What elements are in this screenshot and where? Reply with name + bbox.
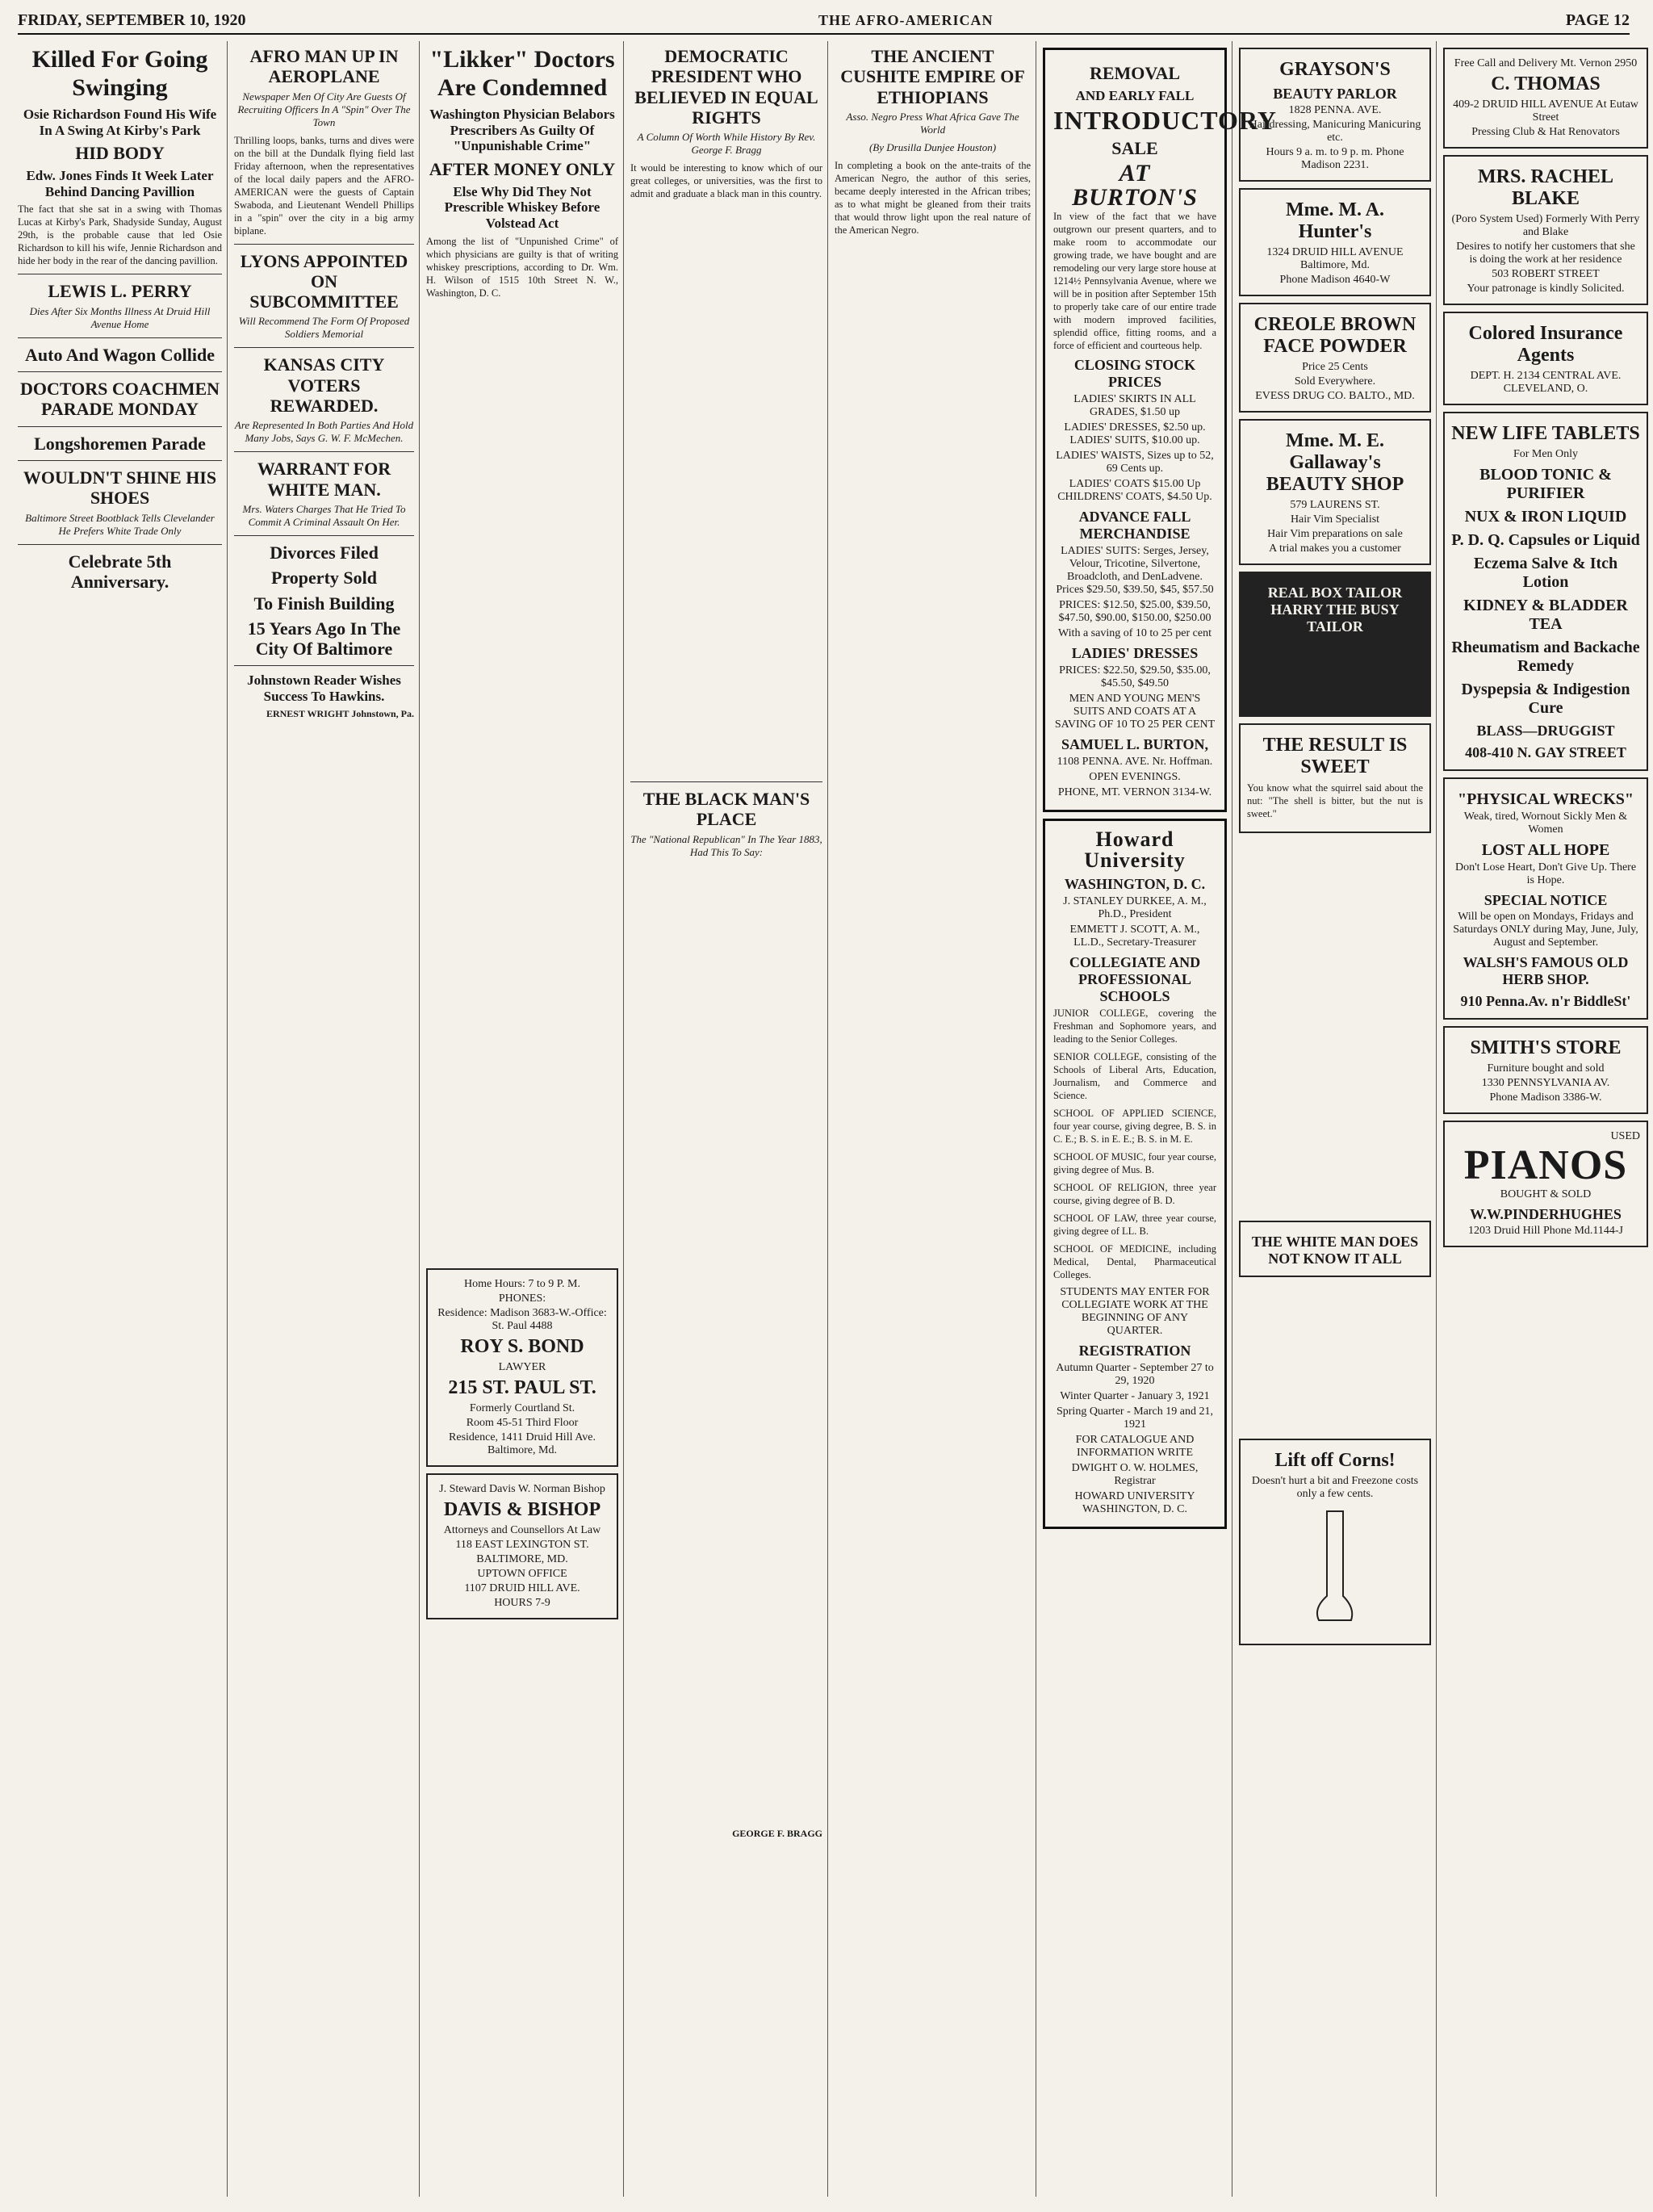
masthead (18, 11, 1630, 35)
headline-longshoremen: Longshoremen Parade (34, 433, 206, 454)
remedy-name: KIDNEY & BLADDER TEA (1463, 597, 1628, 633)
column-4 (630, 41, 828, 2197)
ad-line: FOR CATALOGUE AND INFORMATION WRITE (1075, 1434, 1195, 1460)
divider (18, 460, 222, 461)
headline-property: Property Sold (271, 568, 377, 589)
ad-line: 1203 Druid Hill Phone Md.1144-J (1468, 1225, 1623, 1237)
price-line: LADIES' COATS $15.00 Up CHILDRENS' COATS, $4.50 Up. (1057, 478, 1212, 504)
headline-johnstown: Johnstown Reader Wishes Success To Hawkins. (247, 672, 401, 704)
ad-line: Hair Vim preparations on sale (1267, 528, 1403, 540)
headline-after-money: AFTER MONEY ONLY (429, 158, 616, 179)
ad-line: Free Call and Delivery Mt. Vernon 2950 (1454, 57, 1638, 69)
ad-line: Hairdressing, Manicuring Manicuring etc. (1249, 119, 1421, 144)
ad-howard-university (1043, 819, 1227, 1529)
article-body: The fact that she sat in a swing with Thomas Lucas at Kirby's Park, Shadyside Sunday, August 29th, is the probable cause that led Osie Richardson to kill his wife, Jennie Richardson and hide her body in the rear of the dancing pavillion. (18, 203, 222, 267)
ad-line: Hair Vim Specialist (1290, 513, 1380, 526)
deck: Newspaper Men Of City Are Guests Of Recruiting Officers In A "Spin" Over The Town (237, 90, 411, 128)
ad-subheading: WASHINGTON, D. C. (1064, 876, 1206, 893)
ad-line: Residence: Madison 3683-W.-Office: St. Paul 4488 (437, 1306, 607, 1332)
price-line: PRICES: $22.50, $29.50, $35.00, $45.50, $49.50 (1059, 664, 1211, 690)
ad-heading: SALE (1111, 137, 1158, 158)
headline-warrant: WARRANT FOR WHITE MAN. (257, 459, 391, 500)
ad-line: J. Steward Davis W. Norman Bishop (439, 1482, 605, 1495)
ad-smith-store (1443, 1026, 1648, 1114)
ad-subheading: ADVANCE FALL MERCHANDISE (1078, 509, 1191, 543)
headline-finish-building: To Finish Building (253, 593, 395, 614)
ad-line: HOURS 7-9 (494, 1596, 550, 1609)
ad-heading: NEW LIFE TABLETS (1451, 423, 1640, 444)
page-number: PAGE 12 (1565, 11, 1630, 29)
foot-illustration-icon (1307, 1507, 1363, 1628)
ad-line: Phone Madison 3386-W. (1489, 1091, 1602, 1104)
ad-subheading: BEAUTY PARLOR (1273, 86, 1397, 102)
ad-line: 1107 DRUID HILL AVE. (464, 1581, 580, 1594)
ad-hunter (1239, 188, 1431, 296)
price-line: LADIES' WAISTS, Sizes up to 52, 69 Cents up. (1056, 450, 1214, 475)
ad-heading: Colored Insurance Agents (1468, 323, 1623, 366)
paper-name: THE AFRO-AMERICAN (818, 12, 994, 28)
ad-line: PHONES: (498, 1292, 546, 1305)
ad-walsh-herbs (1443, 777, 1648, 1020)
signature: GEORGE F. BRAGG (732, 1827, 822, 1839)
ad-address: 910 Penna.Av. n'r BiddleSt' (1460, 993, 1631, 1009)
ad-line: 118 EAST LEXINGTON ST. (455, 1538, 589, 1551)
ad-line: Furniture bought and sold (1487, 1062, 1605, 1075)
remedy-name: Eczema Salve & Itch Lotion (1473, 555, 1618, 591)
ad-line: (Poro System Used) Formerly With Perry and Blake (1451, 213, 1640, 238)
divider (234, 244, 414, 245)
ad-subheading: CLOSING STOCK PRICES (1073, 357, 1196, 391)
ad-tailor (1239, 572, 1431, 717)
ad-line: SCHOOL OF MEDICINE, including Medical, Dental, Pharmaceutical Colleges. (1053, 1243, 1216, 1281)
ad-line: LAWYER (498, 1360, 546, 1373)
deck: Washington Physician Belabors Prescribers As Guilty Of "Unpunishable Crime" (429, 107, 615, 154)
divider (18, 426, 222, 427)
deck: Mrs. Waters Charges That He Tried To Commit A Criminal Assault On Her. (242, 502, 406, 528)
deck: Edw. Jones Finds It Week Later Behind Dancing Pavillion (26, 168, 214, 199)
ad-gallaway (1239, 419, 1431, 565)
ad-result-sweet (1239, 723, 1431, 833)
ad-line: Autumn Quarter - September 27 to 29, 1920 (1056, 1362, 1214, 1388)
article-body: It would be interesting to know which of our great colleges, or universities, was the first to admit and graduate a black man in this country. (630, 162, 822, 200)
column-3 (426, 41, 624, 2197)
ad-line: SCHOOL OF MUSIC, four year course, giving degree of Mus. B. (1053, 1151, 1216, 1176)
ad-line: OPEN EVENINGS. (1089, 771, 1181, 784)
ad-burton-sale (1043, 48, 1277, 812)
price-line: With a saving of 10 to 25 per cent (1058, 627, 1212, 640)
column-1 (18, 41, 228, 2197)
remedy-name: Dyspepsia & Indigestion Cure (1461, 681, 1630, 717)
ad-name: SAMUEL L. BURTON, (1061, 736, 1209, 753)
ad-heading: THE WHITE MAN DOES NOT KNOW IT ALL (1251, 1234, 1419, 1267)
ad-line: J. STANLEY DURKEE, A. M., Ph.D., President (1063, 895, 1207, 921)
ad-line: EMMETT J. SCOTT, A. M., LL.D., Secretary-Treasurer (1069, 924, 1200, 949)
divider (630, 781, 822, 782)
ad-line: Hours 9 a. m. to 9 p. m. Phone Madison 2231. (1266, 146, 1404, 171)
remedy-name: NUX & IRON LIQUID (1464, 508, 1627, 526)
ad-line: Sold Everywhere. (1294, 375, 1376, 388)
divider (234, 535, 414, 536)
divider (18, 371, 222, 372)
ad-name: CREOLE BROWN FACE POWDER (1253, 314, 1417, 357)
headline-15-years: 15 Years Ago In The City Of Baltimore (247, 618, 401, 660)
ad-c-thomas (1443, 48, 1648, 149)
ad-heading: Lift off Corns! (1274, 1450, 1396, 1471)
ad-line: Room 45-51 Third Floor (466, 1416, 579, 1429)
ad-line: SCHOOL OF RELIGION, three year course, giving degree of B. D. (1053, 1182, 1216, 1207)
price-line: LADIES' SUITS: Serges, Jersey, Velour, Tricotine, Silvertone, Broadcloth, and DenLadvene. Prices $29.50, $39.50, $45, $57.50 (1056, 545, 1214, 597)
ad-white-man (1239, 1221, 1431, 1277)
headline-aeroplane: AFRO MAN UP IN AEROPLANE (249, 46, 399, 87)
ad-name: W.W.PINDERHUGHES (1470, 1206, 1622, 1222)
ad-line: 579 LAURENS ST. (1290, 499, 1380, 511)
column-5 (835, 41, 1036, 2197)
ad-line: Residence, 1411 Druid Hill Ave. Baltimore, Md. (449, 1431, 596, 1456)
ad-line: 1828 PENNA. AVE. (1288, 104, 1382, 116)
ad-grayson (1239, 48, 1431, 182)
ad-line: BOUGHT & SOLD (1500, 1188, 1592, 1200)
ad-line: 1324 DRUID HILL AVENUE Baltimore, Md. (1266, 246, 1404, 271)
ad-address: 215 ST. PAUL ST. (448, 1376, 596, 1398)
ad-name: BLASS—DRUGGIST (1476, 723, 1615, 739)
ad-address: 1108 PENNA. AVE. Nr. Hoffman. (1057, 756, 1213, 769)
article-body: Among the list of "Unpunished Crime" of which physicians are guilty is that of writing whiskey prescriptions, according to Dr. Wm. H. Wilson of 1515 10th Street N. W., Washington, D. C. (426, 235, 618, 299)
ad-name: GRAYSON'S (1279, 59, 1391, 80)
ad-line: 1330 PENNSYLVANIA AV. (1481, 1077, 1610, 1089)
ad-name: WALSH'S FAMOUS OLD HERB SHOP. (1463, 954, 1629, 987)
ad-line: Home Hours: 7 to 9 P. M. (464, 1277, 580, 1290)
ad-creole-powder (1239, 303, 1431, 413)
ad-line: Desires to notify her customers that she is doing the work at her residence (1456, 241, 1635, 266)
issue-date: FRIDAY, SEPTEMBER 10, 1920 (18, 11, 246, 29)
ad-line: Your patronage is kindly Solicited. (1467, 283, 1625, 295)
deck: Baltimore Street Bootblack Tells Clevelander He Prefers White Trade Only (25, 511, 215, 537)
column-7 (1239, 41, 1437, 2197)
deck: Dies After Six Months Illness At Druid Hill Avenue Home (29, 304, 211, 330)
ad-line: 409-2 DRUID HILL AVENUE At Eutaw Street (1453, 98, 1638, 124)
ad-line: DEPT. H. 2134 CENTRAL AVE. CLEVELAND, O. (1470, 370, 1622, 395)
ad-line: Attorneys and Counsellors At Law (443, 1523, 601, 1536)
headline-black-mans-place: THE BLACK MAN'S PLACE (642, 789, 810, 830)
divider (234, 665, 414, 666)
article-body: Thrilling loops, banks, turns and dives were on the bill at the Dundalk flying field last Friday afternoon, when the representatives of the local daily papers and the AFRO-AMERICAN were the guests of Captain Swaboda, and Lieutenant Wendell Phillips in a "spin" over the city in a big army biplane. (234, 134, 414, 237)
ad-line: HOWARD UNIVERSITY WASHINGTON, D. C. (1074, 1490, 1195, 1516)
ad-name: MRS. RACHEL BLAKE (1477, 166, 1613, 209)
ad-rachel-blake (1443, 155, 1648, 305)
deck: The "National Republican" In The Year 1883, Had This To Say: (630, 832, 822, 858)
ad-subheading: LADIES' DRESSES (1071, 645, 1199, 662)
headline-hid-body: HID BODY (75, 143, 165, 164)
ad-line: EVESS DRUG CO. BALTO., MD. (1255, 390, 1415, 402)
deck: Asso. Negro Press What Africa Gave The World (846, 110, 1019, 136)
ad-blass-druggist (1443, 412, 1648, 771)
ad-body: In view of the fact that we have outgrown our present quarters, and to make room to accommodate our growing trade, we have bought and are remodeling our very large store house at 1214½ Pennsylvania Avenue, where we will be in position after September 15th to properly take care of our entire trade with modern improved facilities, splendid office, fitting rooms, and a force of efficient and courteous help. (1053, 211, 1216, 352)
ad-roy-bond (426, 1268, 618, 1467)
ad-insurance-agents (1443, 312, 1648, 405)
headline-democratic-president: DEMOCRATIC PRESIDENT WHO BELIEVED IN EQUAL RIGHTS (634, 46, 818, 128)
ad-line: SENIOR COLLEGE, consisting of the Schools of Liberal Arts, Education, Journalism, and Commerce and Science. (1053, 1051, 1216, 1102)
ad-line: STUDENTS MAY ENTER FOR COLLEGIATE WORK AT THE BEGINNING OF ANY QUARTER. (1060, 1286, 1210, 1338)
ad-firm: DAVIS & BISHOP (443, 1498, 601, 1520)
ad-line: Will be open on Mondays, Fridays and Saturdays ONLY during May, June, July, August and September. (1453, 911, 1638, 949)
ad-phone: PHONE, MT. VERNON 3134-W. (1057, 786, 1212, 799)
ad-heading: Howard University (1084, 827, 1186, 873)
deck: Osie Richardson Found His Wife In A Swing At Kirby's Park (23, 107, 217, 138)
ad-line: Don't Lose Heart, Don't Give Up. There is Hope. (1454, 861, 1637, 886)
price-line: LADIES' SKIRTS IN ALL GRADES, $1.50 up (1073, 393, 1196, 419)
ad-pianos (1443, 1121, 1648, 1247)
column-2 (234, 41, 420, 2197)
ad-line: UPTOWN OFFICE (477, 1567, 567, 1580)
column-6 (1043, 41, 1277, 2197)
ad-heading: AT BURTON'S (1072, 160, 1198, 212)
ad-line: USED (1610, 1130, 1640, 1142)
ad-line: SCHOOL OF APPLIED SCIENCE, four year course, giving degree, B. S. in C. E.; B. S. in E. E.; B. S. in M. E. (1053, 1108, 1216, 1146)
deck: Else Why Did They Not Prescrible Whiskey Before Volstead Act (444, 183, 601, 232)
ad-subheading: SPECIAL NOTICE (1484, 892, 1608, 908)
divider (234, 347, 414, 348)
ad-name: C. THOMAS (1491, 73, 1601, 94)
ad-line: Winter Quarter - January 3, 1921 (1060, 1390, 1210, 1403)
headline-likker-doctors: "Likker" Doctors Are Condemned (429, 46, 615, 101)
ad-line: Phone Madison 4640-W (1279, 274, 1391, 286)
headline-killed-swinging: Killed For Going Swinging (31, 46, 208, 101)
remedy-name: BLOOD TONIC & PURIFIER (1479, 466, 1612, 502)
ad-line: JUNIOR COLLEGE, covering the Freshman and Sophomore years, and leading to the Senior Colleges. (1053, 1008, 1216, 1045)
columns (18, 41, 1640, 2197)
ad-heading: "PHYSICAL WRECKS" (1458, 790, 1634, 808)
divider (234, 451, 414, 452)
ad-subheading: REGISTRATION (1078, 1343, 1191, 1359)
ad-line: Formerly Courtland St. (469, 1401, 575, 1414)
remedy-name: P. D. Q. Capsules or Liquid (1451, 531, 1640, 549)
price-line: MEN AND YOUNG MEN'S SUITS AND COATS AT A SAVING OF 10 TO 25 PER CENT (1054, 693, 1216, 731)
article-body: In completing a book on the ante-traits of the American Negro, the author of this series, became deeply interested in the African tribes; as to what might be gleaned from their traits that would throw light upon the real nature of the American Negro. (835, 159, 1031, 236)
ad-line: 503 ROBERT STREET (1492, 268, 1600, 280)
ad-heading: INTRODUCTORY (1053, 105, 1277, 135)
price-line: PRICES: $12.50, $25.00, $39.50, $47.50, $90.00, $150.00, $250.00 (1058, 599, 1212, 625)
ad-heading: PIANOS (1463, 1142, 1628, 1188)
signature: ERNEST WRIGHT Johnstown, Pa. (266, 707, 414, 719)
ad-freezone-corns (1239, 1439, 1431, 1645)
ad-line: SCHOOL OF LAW, three year course, giving degree of LL. B. (1053, 1213, 1216, 1238)
headline-anniversary: Celebrate 5th Anniversary. (68, 551, 172, 592)
ad-heading: REMOVAL (1089, 63, 1181, 83)
ad-line: A trial makes you a customer (1269, 543, 1401, 555)
ad-name: SMITH'S STORE (1470, 1037, 1622, 1058)
deck: A Column Of Worth While History By Rev. George F. Bragg (637, 131, 816, 157)
column-8 (1443, 41, 1653, 2197)
ad-name: Mme. M. A. Hunter's (1286, 199, 1384, 242)
divider (18, 337, 222, 338)
ad-tailor-text: REAL BOX TAILOR HARRY THE BUSY TAILOR (1267, 584, 1403, 635)
remedy-name: Rheumatism and Backache Remedy (1451, 639, 1640, 675)
ad-line: Weak, tired, Wornout Sickly Men & Women (1463, 811, 1628, 836)
headline-divorces: Divorces Filed (270, 542, 379, 563)
ad-heading: THE RESULT IS SWEET (1262, 735, 1408, 777)
ad-subheading: COLLEGIATE AND PROFESSIONAL SCHOOLS (1069, 954, 1201, 1005)
headline-doctors-coachmen: DOCTORS COACHMEN PARADE MONDAY (19, 379, 220, 420)
byline: (By Drusilla Dunjee Houston) (868, 140, 997, 153)
ad-body: You know what the squirrel said about the nut: "The shell is bitter, but the nut is sweet." (1247, 782, 1423, 819)
headline-lyons: LYONS APPOINTED ON SUBCOMMITTEE (240, 250, 408, 312)
ad-line: For Men Only (1513, 448, 1579, 460)
ad-address: 408-410 N. GAY STREET (1465, 744, 1626, 760)
headline-auto-wagon: Auto And Wagon Collide (25, 344, 215, 365)
price-line: LADIES' DRESSES, $2.50 up. LADIES' SUITS, $10.00 up. (1064, 421, 1206, 447)
headline-cushite-empire: THE ANCIENT CUSHITE EMPIRE OF ETHIOPIANS (840, 46, 1025, 107)
ad-heading: LOST ALL HOPE (1481, 841, 1610, 859)
deck: Are Represented In Both Parties And Hold Many Jobs, Says G. W. F. McMechen. (234, 419, 414, 445)
headline-lewis-perry: LEWIS L. PERRY (48, 281, 192, 302)
ad-line: DWIGHT O. W. HOLMES, Registrar (1071, 1462, 1199, 1488)
headline-kansas-city: KANSAS CITY VOTERS REWARDED. (263, 354, 385, 417)
ad-line: BALTIMORE, MD. (476, 1552, 568, 1565)
ad-davis-bishop (426, 1473, 618, 1619)
headline-wouldnt-shine: WOULDN'T SHINE HIS SHOES (23, 467, 217, 509)
ad-line: Pressing Club & Hat Renovators (1471, 126, 1620, 138)
ad-line: Price 25 Cents (1302, 361, 1368, 373)
ad-name: ROY S. BOND (460, 1335, 584, 1357)
ad-line: Spring Quarter - March 19 and 21, 1921 (1056, 1406, 1213, 1431)
deck: Will Recommend The Form Of Proposed Soldiers Memorial (238, 315, 410, 341)
ad-name: Mme. M. E. Gallaway's BEAUTY SHOP (1266, 430, 1404, 495)
divider (18, 544, 222, 545)
ad-line: Doesn't hurt a bit and Freezone costs only a few cents. (1251, 1475, 1419, 1500)
ad-heading: AND EARLY FALL (1075, 88, 1195, 104)
